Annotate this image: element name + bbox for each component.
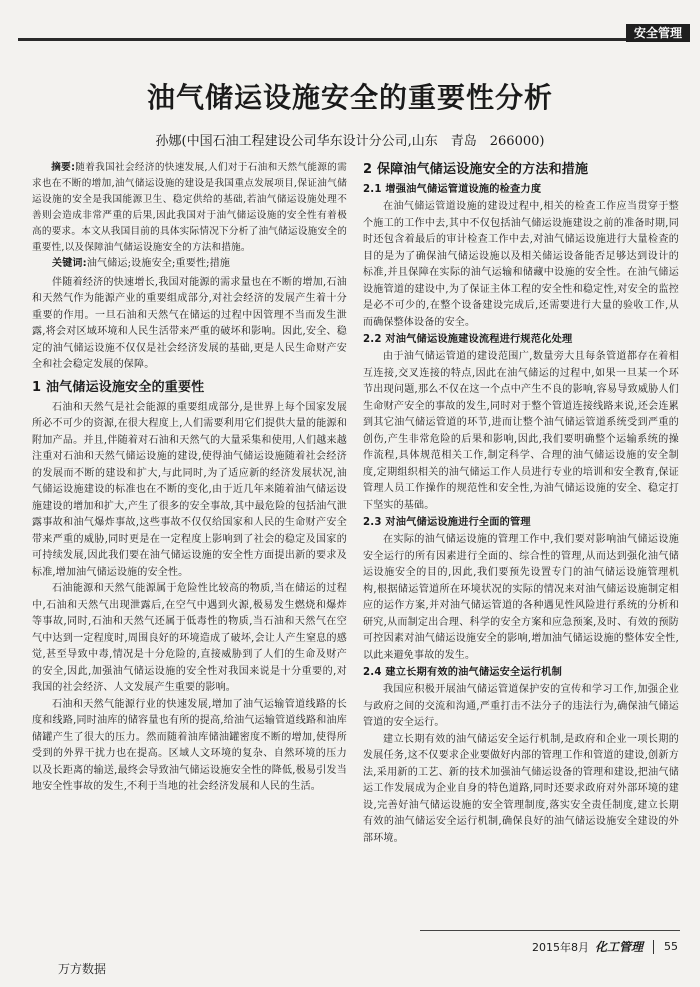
right-column — [363, 160, 679, 847]
section-2-1-paragraph: 在油气储运管道设施的建设过程中,相关的检查工作应当贯穿于整个施工的工作中去,其中不仅包括油气储运设施建设之前的准备时期,同时还包含着最后的审计检查工作中去,对油气储运设施进行大量检查的目的是为了确保油气储运设施以及相关储运设备能否足够达到设计的标准,并且保障在实际的油气运输和储藏中设施的安全性。在油气储运设施管道的建设中,为了保证主体工程的安全性和稳定性,对安全的监控是必不可少的,在整个设备建设完成后,还需要进行大量的验收工作,从而确保整体设备的安全。 — [363, 201, 679, 328]
footer-meta — [532, 938, 678, 955]
page-number: 55 — [664, 940, 678, 953]
section-2-4-paragraph-1: 我国应积极开展油气储运管道保护安的宣传和学习工作,加强企业与政府之间的交流和沟通,严重打击不法分子的违法行为,确保油气储运管道的安全运行。 — [363, 684, 679, 728]
header-rule — [18, 38, 690, 41]
section-2-3-paragraph: 在实际的油气储运设施的管理工作中,我们要对影响油气储运设施安全运行的所有因素进行全面的、综合性的管理,从而达到强化油气储运设施安全的目的,因此,我们要预先设置专门的油气储运设施管理机构,根据储运管道所在环境状况的实际的情况来对油气储运设施制定相应的运作方案,并对油气储运管道的各种遇见性风险进行系统的分析和研究,从而制定出合理、科学的安全方案和应急预案,及时、有效的预防可控因素对油气储运设施安全的影响,增加油气储运设施的整体安全性,以此来避免事故的发生。 — [363, 534, 679, 661]
section-1-paragraph-3: 石油和天然气能源行业的快速发展,增加了油气运输管道线路的长度和线路,同时油库的储容量也有所的提高,给油气运输管道线路和油库储罐产生了很大的压力。然而随着油库储油罐密度不断的增加,使得所受到的外界干扰力也在提高。区域人文环境的复杂、自然环境的压力以及长距离的输送,最终会导致油气储运设施安全性的降低,极易引发当地安全性事故的发生,不利于当地的社会经济发展和人民的生活。 — [32, 698, 347, 792]
abstract-text: 随着我国社会经济的快速发展,人们对于石油和天然气能源的需求也在不断的增加,油气储运设施的建设是我国重点发展项目,保证油气储运设施的安全是我国能源卫生、稳定供给的基础,若油气储运设施处理不善则会造成非常严重的后果,因此我国对于油气储运设施的安全性有着极高的要求。本文从我国目前的具体实际情况下分析了油气储运设施安全的重要性,以及保障油气储运设施安全的方法和措施。 — [32, 162, 348, 253]
source-watermark: 万方数据 — [58, 962, 107, 976]
keywords-label: 关键词: — [52, 258, 87, 269]
section-1-paragraph-2: 石油能源和天然气能源属于危险性比较高的物质,当在储运的过程中,石油和天然气出现泄露后,在空气中遇到火源,极易发生燃烧和爆炸等事故,同时,石油和天然气还属于低毒性的物质,当石油和天然气在空气中达到一定程度时,周围良好的环境造成了破坏,会让人产生窒息的感觉,甚至导致中毒,情况是十分危险的,直接威胁到了人们的生命及财产的安全,因此,加强油气储运设施的安全性对我国来说是十分重要的,对我国的社会经济、人文发展产生重要的影响。 — [32, 583, 347, 693]
keywords-text: 油气储运;设施安全;重要性;措施 — [86, 258, 231, 269]
footer-rule — [420, 930, 680, 931]
footer-separator — [653, 940, 654, 954]
issue-date: 2015年8月 — [531, 940, 589, 954]
article-author: 孙娜(中国石油工程建设公司华东设计分公司,山东 青岛 266000) — [155, 134, 545, 149]
abstract — [32, 160, 347, 256]
section-2-2-paragraph: 由于油气储运管道的建设范围广,数量旁大且每条管道都存在着相互连接,交叉连接的特点,因此在油气储运的过程中,如果一旦某一个环节出现问题,那么不仅在这一个点中产生不良的影响,容易导致威胁人们生命财产安全的事故的发生,同时对于整个管道连接线路来说,还会连累到其它油气储运管道的环节,进而让整个油气储运管道系统受到严重的创伤,产生非常危险的后果和影响,因此,我们要明确整个运输系统的操作流程,具体规范相关工作,制定科学、合理的油气储运设施的安全制度,定期组织相关的油气储运工作人员进行专业的培训和安全教育,保证管理人员工作操作的规范性和安全性,为油气储运设施的安全、稳定打下坚实的基础。 — [363, 351, 679, 511]
left-column — [32, 160, 347, 796]
section-2-3-heading: 2.3 对油气储运设施进行全面的管理 — [363, 517, 531, 528]
section-2-heading: 2 保障油气储运设施安全的方法和措施 — [363, 162, 589, 177]
keywords — [32, 256, 347, 273]
section-2-2-heading: 2.2 对油气储运设施建设流程进行规范化处理 — [363, 334, 573, 345]
abstract-label: 摘要: — [51, 162, 76, 173]
section-2-1-heading: 2.1 增强油气储运管道设施的检查力度 — [363, 184, 542, 195]
journal-name: 化工管理 — [594, 940, 643, 954]
section-2-4-paragraph-2: 建立长期有效的油气储运安全运行机制,是政府和企业一项长期的发展任务,这不仅要求企业要做好内部的管理工作和管道的建设,创新方法,采用新的工艺、新的技术加强油气储运设备的管理和建设,把油气储运工作发展成为企业自身的特色道路,同时还要求政府对外部环境的建设,完善好油气储运设施的安全管理制度,落实安全责任制度,建立长期有效的油气储运安全运行机制,确保良好的油气储运设施安全建设的外部环境。 — [363, 733, 679, 844]
section-2-4-heading: 2.4 建立长期有效的油气储运安全运行机制 — [363, 667, 562, 678]
section-1-heading: 1 油气储运设施安全的重要性 — [32, 379, 205, 395]
section-tag: 安全管理 — [626, 24, 690, 42]
article-title: 油气储运设施安全的重要性分析 — [146, 81, 553, 114]
section-1-paragraph-1: 石油和天然气是社会能源的重要组成部分,是世界上每个国家发展所必不可少的资源,在很大程度上,人们需要利用它们提供大量的能源和附加产品。并且,伴随着对石油和天然气的大量采集和使用,人们越来越注重对石油和天然气储运设施的建设,使得油气储运设施随着社会经济的发展而不断的建设和扩大,与此同时,为了适应新的经济发展状况,油气储运设施建设的标准也在不断的变化,由于近几年来随着油气储运设施建设的增加和扩大,产生了很多的安全事故,其中最危险的包括油气泄露事故和油气爆炸事故,这些事故不仅仅给国家和人民的生命财产安全带来严重的威胁,同时更是在一定程度上影响到了社会的稳定及国家的可持续发展,因此我们要在油气储运设施的安全性方面提出新的要求及标准,增加油气储运设施的安全性。 — [32, 401, 347, 578]
intro-paragraph: 伴随着经济的快速增长,我国对能源的需求量也在不断的增加,石油和天然气作为能源产业的重要组成部分,对社会经济的发展产生着十分重要的作用。一旦石油和天然气在储运的过程中因管理不当而发生泄露,将会对区域环境和人民生活带来严重的破坏和影响。因此,安全、稳定的油气储运设施不仅仅是社会经济发展的基础,更是人民生命财产安全和社会稳定发展的保障。 — [32, 276, 347, 370]
